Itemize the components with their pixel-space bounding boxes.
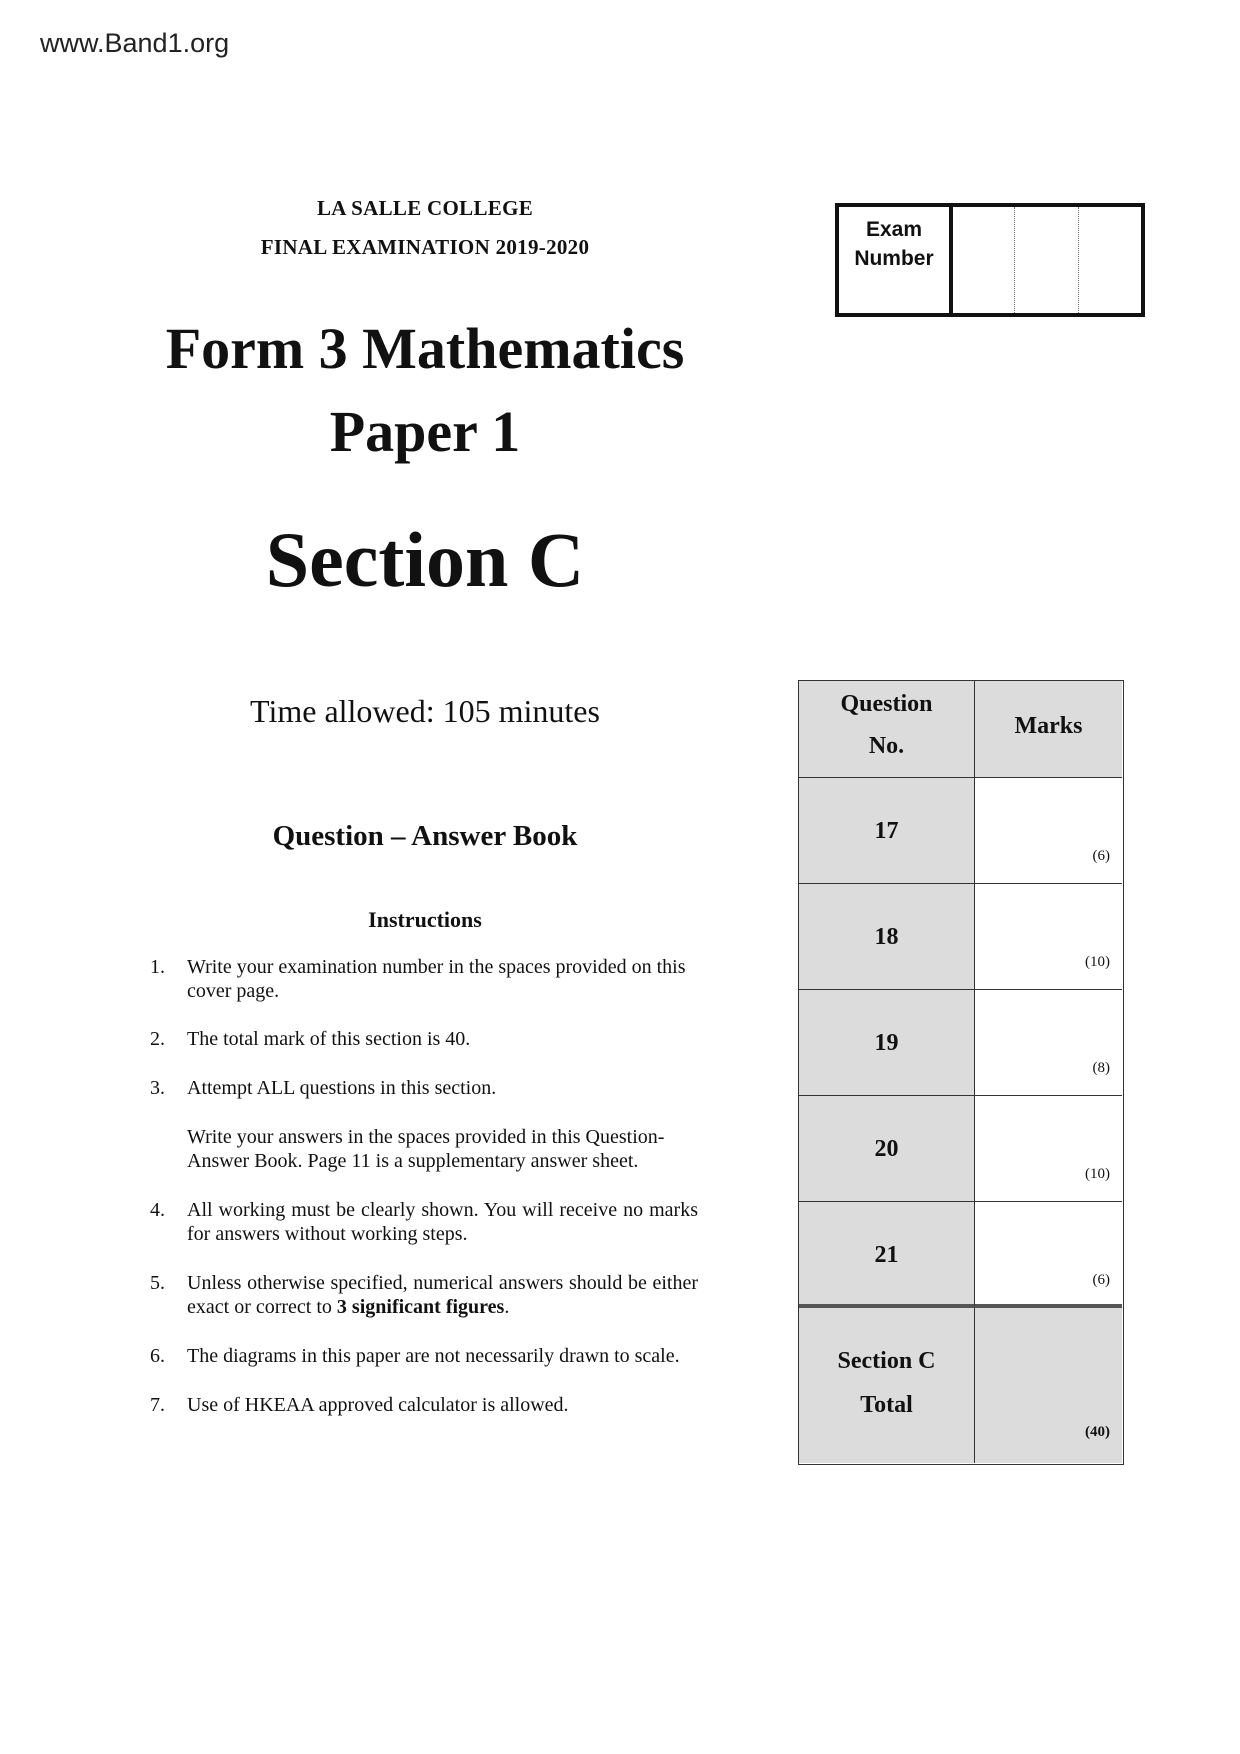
paper-number: Paper 1 <box>329 399 521 464</box>
instruction-text: Attempt ALL questions in this section. <box>187 1077 497 1099</box>
total-max-marks: (40) <box>1085 1424 1110 1440</box>
marks-entry-cell[interactable] <box>975 884 1122 990</box>
exam-number-box <box>835 203 1145 317</box>
question-number: 17 <box>874 818 899 844</box>
paper-title: Form 3 Mathematics <box>165 316 685 381</box>
marks-entry-cell[interactable] <box>975 1096 1122 1202</box>
instruction-text: The diagrams in this paper are not necessarily drawn to scale. <box>187 1345 680 1367</box>
question-number: 18 <box>874 924 899 950</box>
instruction-text <box>187 1271 698 1319</box>
college-name: LA SALLE COLLEGE <box>316 196 534 220</box>
instruction-text-part: Unless otherwise specified, numerical answers should be either exact or correct to <box>187 1272 698 1318</box>
section-title: Section C <box>265 516 585 603</box>
table-row <box>799 1096 975 1202</box>
instruction-number: 5. <box>150 1272 165 1294</box>
instruction-number: 7. <box>150 1394 165 1416</box>
max-marks: (10) <box>1085 954 1110 970</box>
exam-number-digit-cell[interactable] <box>1014 207 1015 313</box>
marks-entry-cell[interactable] <box>975 990 1122 1096</box>
table-row <box>799 778 975 884</box>
table-row <box>799 990 975 1096</box>
instruction-bold-text: 3 significant figures <box>336 1296 505 1318</box>
table-row <box>799 1202 975 1308</box>
instructions-heading: Instructions <box>368 907 482 932</box>
exam-name: FINAL EXAMINATION 2019-2020 <box>260 235 590 259</box>
instruction-text-part: . <box>504 1296 510 1318</box>
table-row <box>799 884 975 990</box>
exam-number-digit-cell[interactable] <box>1078 207 1079 313</box>
marks-entry-cell[interactable] <box>975 1202 1122 1308</box>
instruction-number: 2. <box>150 1028 165 1050</box>
max-marks: (8) <box>1092 1060 1110 1076</box>
header-marks: Marks <box>1014 713 1083 739</box>
exam-number-label-line1: Exam <box>865 218 923 241</box>
header-question-cell <box>799 681 975 778</box>
watermark: www.Band1.org <box>40 28 230 58</box>
total-marks-cell[interactable] <box>975 1308 1122 1463</box>
header-question-line2: No. <box>868 733 905 759</box>
instruction-number: 4. <box>150 1199 165 1221</box>
question-number: 19 <box>874 1030 899 1056</box>
instruction-text: Write your examination number in the spaces provided on this cover page. <box>187 956 686 1002</box>
total-label-line2: Total <box>860 1392 913 1418</box>
instruction-number: 6. <box>150 1345 165 1367</box>
max-marks: (10) <box>1085 1166 1110 1182</box>
instruction-text: The total mark of this section is 40. <box>187 1028 471 1050</box>
header-marks-cell <box>975 681 1122 778</box>
instruction-text: All working must be clearly shown. You will receive no marks for answers without working steps. <box>187 1199 698 1245</box>
instruction-number: 3. <box>150 1077 165 1099</box>
time-allowed: Time allowed: 105 minutes <box>250 693 600 729</box>
max-marks: (6) <box>1092 848 1110 864</box>
marks-table <box>798 680 1124 1465</box>
exam-number-label <box>839 207 953 313</box>
book-title: Question – Answer Book <box>272 820 578 852</box>
total-label-line1: Section C <box>837 1348 936 1374</box>
marks-entry-cell[interactable] <box>975 778 1122 884</box>
instruction-text: Use of HKEAA approved calculator is allowed. <box>187 1394 569 1416</box>
instruction-text: Write your answers in the spaces provided in this Question-Answer Book. Page 11 is a supplementary answer sheet. <box>187 1126 665 1172</box>
max-marks: (6) <box>1092 1272 1110 1288</box>
question-number: 21 <box>874 1242 899 1268</box>
question-number: 20 <box>874 1136 899 1162</box>
header-question-line1: Question <box>840 691 933 717</box>
exam-number-label-line2: Number <box>854 247 934 270</box>
instruction-number: 1. <box>150 956 165 978</box>
total-label-cell <box>799 1308 975 1463</box>
